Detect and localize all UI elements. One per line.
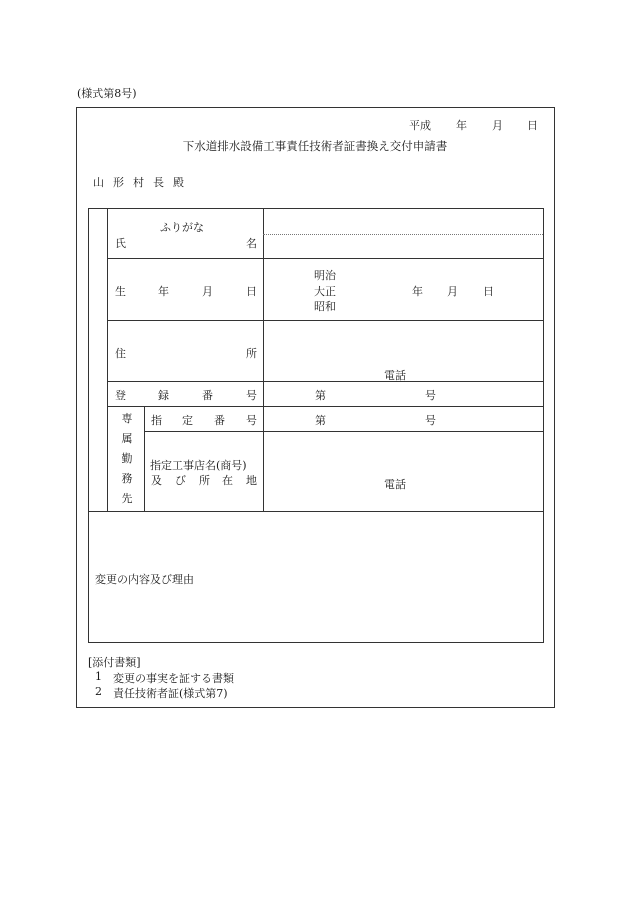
reg-suffix: 号 (425, 389, 436, 402)
attachment-num-2: 2 (95, 685, 102, 698)
workplace-char-1: 専 (121, 412, 133, 425)
attachment-num-1: 1 (95, 670, 102, 683)
address-label-left: 住 (115, 347, 126, 360)
birth-label-3: 月 (202, 285, 213, 298)
era-taisho: 大正 (314, 285, 336, 298)
birth-year: 年 (412, 285, 423, 298)
desig-label-2: 定 (182, 414, 193, 427)
shop-label-2e: 地 (246, 474, 257, 487)
workplace-char-5: 先 (121, 492, 133, 505)
date-month: 月 (492, 119, 503, 132)
shop-label-2c: 所 (199, 474, 210, 487)
furigana-label: ふりがな (160, 221, 204, 234)
desig-suffix: 号 (425, 414, 436, 427)
workplace-char-3: 勤 (121, 452, 133, 465)
shop-phone-label: 電話 (384, 478, 406, 491)
shop-label-line1: 指定工事店名(商号) (150, 459, 247, 472)
reg-label-2: 録 (158, 389, 169, 402)
rule (107, 208, 108, 512)
desig-label-3: 番 (214, 414, 225, 427)
reg-label-3: 番 (202, 389, 213, 402)
birth-label-2: 年 (158, 285, 169, 298)
attachment-text-1: 変更の事実を証する書類 (113, 672, 234, 685)
form-number: (様式第8号) (77, 87, 137, 100)
rule (107, 381, 544, 382)
date-year: 年 (456, 119, 467, 132)
rule (144, 431, 544, 432)
addressee: 山形村長殿 (93, 176, 193, 189)
reg-label-1: 登 (115, 389, 126, 402)
change-reason-label: 変更の内容及び理由 (95, 573, 194, 586)
attachment-text-2: 責任技術者証(様式第7) (113, 687, 228, 700)
form-title: 下水道排水設備工事責任技術者証書換え交付申請書 (182, 139, 448, 153)
rule (88, 511, 544, 512)
workplace-char-4: 務 (121, 472, 133, 485)
address-phone-label: 電話 (384, 369, 406, 382)
rule (263, 208, 264, 512)
date-era: 平成 (409, 119, 431, 132)
birth-day: 日 (483, 285, 494, 298)
name-label-left: 氏 (115, 237, 126, 250)
shop-label-2b: び (175, 474, 186, 487)
birth-label-4: 日 (246, 285, 257, 298)
reg-prefix: 第 (315, 389, 326, 402)
reg-label-4: 号 (246, 389, 257, 402)
desig-label-4: 号 (246, 414, 257, 427)
rule (107, 258, 544, 259)
shop-label-2a: 及 (151, 474, 162, 487)
attachments-header: [添付書類] (88, 656, 141, 669)
birth-month: 月 (447, 285, 458, 298)
desig-label-1: 指 (151, 414, 162, 427)
desig-prefix: 第 (315, 414, 326, 427)
rule (144, 406, 145, 512)
furigana-divider (263, 234, 543, 235)
rule (107, 320, 544, 321)
birth-label-1: 生 (115, 285, 126, 298)
name-label-right: 名 (246, 237, 257, 250)
era-showa: 昭和 (314, 300, 336, 313)
address-label-right: 所 (246, 347, 257, 360)
era-meiji: 明治 (314, 269, 336, 282)
rule (107, 406, 544, 407)
date-day: 日 (527, 119, 538, 132)
shop-label-2d: 在 (222, 474, 233, 487)
workplace-char-2: 属 (121, 432, 133, 445)
